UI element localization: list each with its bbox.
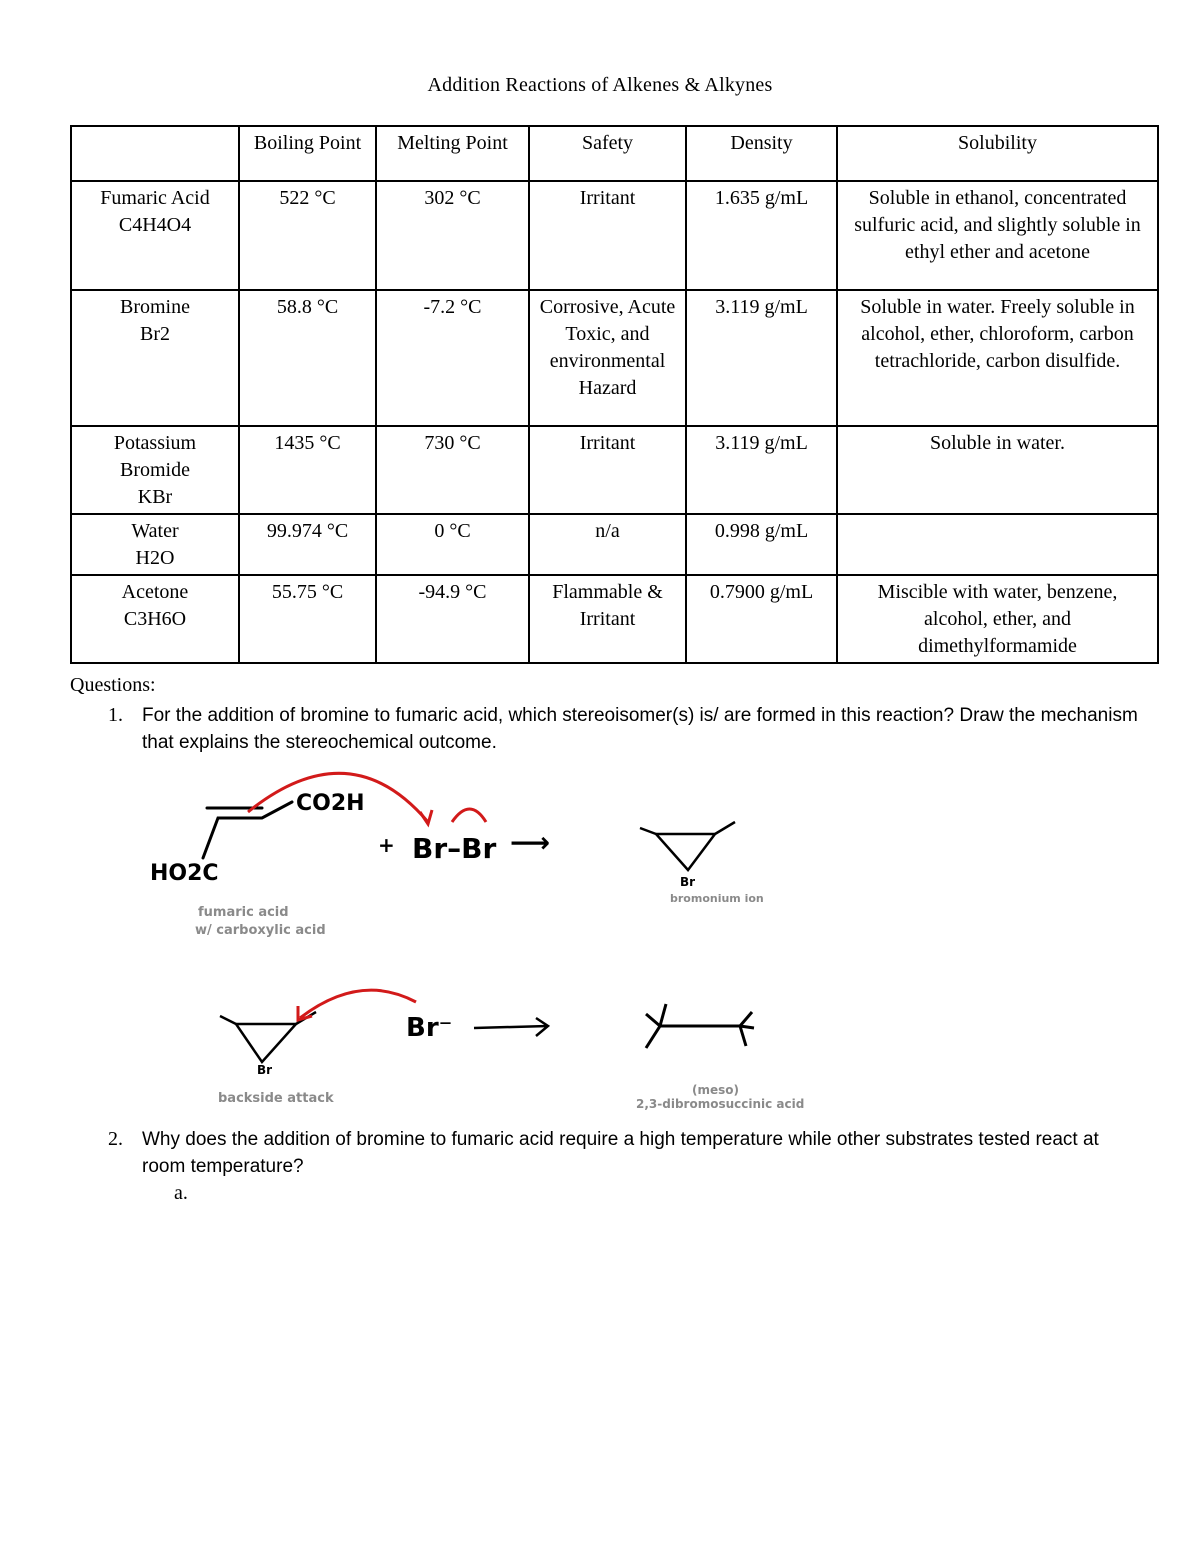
caption-fumaric: fumaric acid	[198, 905, 289, 920]
melting-cell: 0 °C	[376, 514, 529, 575]
bond-line	[203, 802, 292, 858]
compound-name: Fumaric Acid	[100, 187, 210, 209]
caption-fumaric-sub: w/ carboxylic acid	[195, 923, 326, 938]
bromonium-br-label: Br	[680, 875, 696, 889]
caption-bromonium: bromonium ion	[670, 892, 764, 905]
bromine-reagent: Br–Br	[412, 832, 497, 865]
compound-name: Water	[131, 520, 179, 542]
safety-cell: n/a	[529, 514, 686, 575]
plus-sign: +	[378, 833, 395, 857]
header-melting: Melting Point	[376, 126, 529, 181]
reaction-arrow-2	[474, 1018, 548, 1036]
question-text: Why does the addition of bromine to fumaric acid require a high temperature while other substrates tested react at room temperature?	[142, 1129, 1099, 1177]
co2h-label: CO2H	[296, 791, 365, 816]
header-solubility: Solubility	[837, 126, 1158, 181]
caption-backside: backside attack	[218, 1091, 334, 1106]
header-boiling: Boiling Point	[239, 126, 376, 181]
question-text: For the addition of bromine to fumaric acid, which stereoisomer(s) is/ are formed in this reaction? Draw the mechanism that explains the stereochemical outcome.	[142, 705, 1138, 753]
melting-cell: 302 °C	[376, 181, 529, 290]
bromonium-ion-structure	[640, 822, 735, 870]
bond-line	[740, 1012, 754, 1046]
attack-br-label: Br	[257, 1063, 273, 1077]
compound-formula: KBr	[137, 486, 173, 508]
safety-cell: Flammable & Irritant	[529, 575, 686, 663]
density-cell: 0.7900 g/mL	[686, 575, 837, 663]
small-curved-arrow-red	[452, 809, 486, 822]
boiling-cell: 1435 °C	[239, 426, 376, 514]
product-structure	[646, 1004, 754, 1048]
compound-formula: H2O	[135, 547, 175, 569]
arrowhead-red	[420, 810, 432, 824]
bromide-ion: Br⁻	[406, 1013, 453, 1043]
reaction-arrow: ⟶	[510, 826, 551, 859]
melting-cell: 730 °C	[376, 426, 529, 514]
question-number: 1.	[108, 704, 123, 726]
solubility-cell: Soluble in water. Freely soluble in alcohol, ether, chloroform, carbon tetrachloride, carbon disulfide.	[837, 290, 1158, 426]
solubility-cell: Miscible with water, benzene, alcohol, ether, and dimethylformamide	[837, 575, 1158, 663]
melting-cell: -7.2 °C	[376, 290, 529, 426]
questions-heading: Questions:	[70, 674, 156, 696]
safety-cell: Irritant	[529, 181, 686, 290]
boiling-cell: 522 °C	[239, 181, 376, 290]
compound-formula: C4H4O4	[118, 214, 192, 236]
boiling-cell: 58.8 °C	[239, 290, 376, 426]
bond-line	[656, 834, 715, 870]
density-cell: 3.119 g/mL	[686, 290, 837, 426]
header-safety: Safety	[529, 126, 686, 181]
question-number: 2.	[108, 1128, 123, 1150]
density-cell: 0.998 g/mL	[686, 514, 837, 575]
answer-label-a: a.	[174, 1182, 188, 1204]
bond-line	[236, 1024, 296, 1062]
solubility-cell: Soluble in water.	[837, 426, 1158, 514]
density-cell: 3.119 g/mL	[686, 426, 837, 514]
solubility-cell: Soluble in ethanol, concentrated sulfuric acid, and slightly soluble in ethyl ether and acetone	[837, 181, 1158, 290]
compound-formula: C3H6O	[123, 608, 187, 630]
header-density: Density	[686, 126, 837, 181]
safety-cell: Irritant	[529, 426, 686, 514]
compound-name: Bromine	[120, 296, 190, 318]
compound-name: Potassium Bromide	[113, 432, 197, 481]
bond-line	[640, 822, 735, 834]
curved-arrow-red	[300, 990, 416, 1018]
compound-name: Acetone	[121, 581, 189, 603]
melting-cell: -94.9 °C	[376, 575, 529, 663]
compound-formula: Br2	[140, 323, 170, 345]
boiling-cell: 55.75 °C	[239, 575, 376, 663]
caption-product-meso: (meso)	[692, 1083, 739, 1097]
density-cell: 1.635 g/mL	[686, 181, 837, 290]
ho2c-label: HO2C	[150, 861, 219, 886]
caption-product: 2,3-dibromosuccinic acid	[636, 1097, 805, 1111]
page-title: Addition Reactions of Alkenes & Alkynes	[427, 74, 773, 96]
boiling-cell: 99.974 °C	[239, 514, 376, 575]
safety-cell: Corrosive, Acute Toxic, and environmental Hazard	[529, 290, 686, 426]
fumaric-acid-structure	[203, 802, 292, 858]
